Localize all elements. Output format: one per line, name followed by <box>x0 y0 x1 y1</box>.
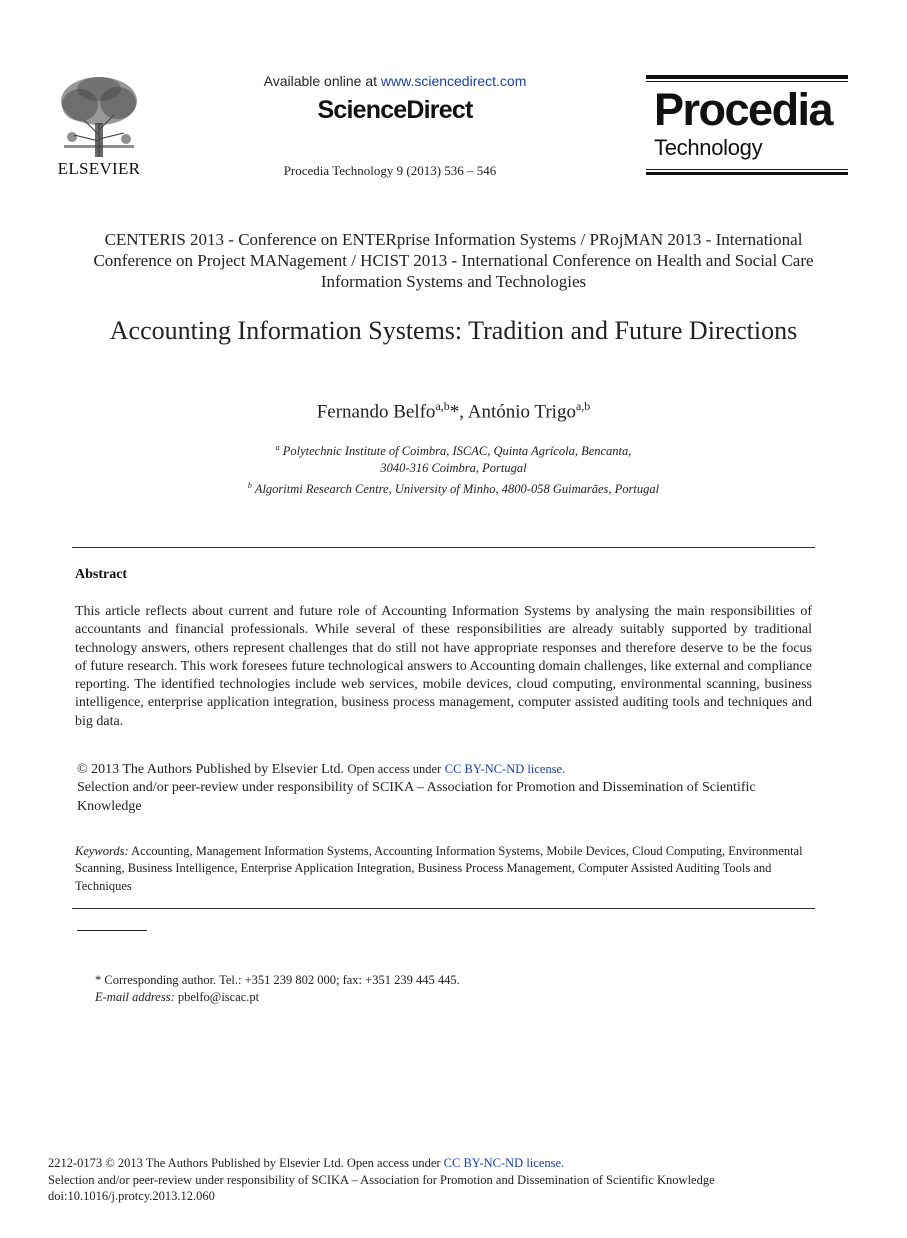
journal-logo-bottom-thin-bar <box>646 169 848 170</box>
doi[interactable]: doi:10.1016/j.protcy.2013.12.060 <box>48 1189 215 1203</box>
journal-reference: Procedia Technology 9 (2013) 536 – 546 <box>283 163 497 178</box>
journal-logo-main: Procedia <box>654 84 833 135</box>
open-access-label: Open access under <box>347 762 442 776</box>
email-label: E-mail address: <box>95 990 175 1004</box>
footnote-rule <box>77 930 147 931</box>
affiliation-b-sup: b <box>247 481 252 491</box>
paper-title: Accounting Information Systems: Tradition and Future Directions <box>109 316 798 345</box>
corresponding-mark: * <box>449 401 460 423</box>
affiliation-a <box>100 439 807 460</box>
affiliation-b-line: Algoritmi Research Centre, University of Minho, 4800-058 Guimarães, Portugal <box>254 482 660 497</box>
abstract-heading: Abstract <box>75 567 128 582</box>
affiliations <box>100 439 807 498</box>
affiliation-a-line1: Polytechnic Institute of Coimbra, ISCAC, Quinta Agrícola, Bencanta, <box>282 444 632 459</box>
platform-name: ScienceDirect <box>317 96 473 124</box>
journal-logo-top-bar <box>646 75 848 79</box>
copyright-block <box>77 760 812 816</box>
license-link[interactable]: CC BY-NC-ND license. <box>444 762 566 776</box>
sciencedirect-link[interactable]: www.sciencedirect.com <box>380 73 527 89</box>
email-value[interactable]: pbelfo@iscac.pt <box>177 990 260 1004</box>
available-prefix: Available online at <box>263 73 377 89</box>
bottom-info <box>48 1155 848 1205</box>
copyright-main: © 2013 The Authors Published by Elsevier Ltd. <box>77 762 345 777</box>
author-list <box>100 399 807 423</box>
publisher-name: ELSEVIER <box>57 159 141 178</box>
issn-line <box>48 1155 848 1172</box>
issn-copyright: 2212-0173 © 2013 The Authors Published by Elsevier Ltd. Open access under <box>48 1156 441 1170</box>
bottom-peer-review: Selection and/or peer-review under responsibility of SCIKA – Association for Promotion and Dissemination of Scientific Knowledge <box>48 1172 715 1187</box>
copyright-line <box>77 760 812 779</box>
conference-name: CENTERIS 2013 - Conference on ENTERprise Information Systems / PRojMAN 2013 - International Conference on Project MANagement / HCIST 2013 - International Conference on Health and Social Care Information Systems and Technologies <box>93 230 814 291</box>
affiliation-b <box>100 477 807 498</box>
affiliation-a-sup: a <box>275 443 280 452</box>
keywords-label: Keywords: <box>75 844 129 858</box>
abstract-body: This article reflects about current and future role of Accounting Information Systems by analysing the main responsibilities of accountants and financial professionals. While several of these responsibilities are already suitably supported by traditional technology answers, others represent challenges that do still not have appropriate responses and therefore deserve to be the focus of future research. This work foresees future technological answers to Accounting domain challenges, like external and compliance reporting. The identified technologies include web services, mobile devices, cloud computing, environmental scanning, business intelligence, enterprise application integration, business process management, computer assisted auditing tools and techniques and big data. <box>75 604 812 729</box>
email-line <box>95 989 795 1006</box>
footnote <box>95 972 795 1006</box>
journal-logo-top-thin-bar <box>646 81 848 82</box>
divider-bottom <box>72 908 815 909</box>
author-name: Fernando Belfo <box>316 401 436 423</box>
elsevier-tree-icon <box>54 75 144 157</box>
author-affiliation-sup: a,b <box>575 399 591 413</box>
author-name: António Trigo <box>467 401 576 423</box>
peer-review-statement: Selection and/or peer-review under responsibility of SCIKA – Association for Promotion and Dissemination of Scientific Knowledge <box>77 780 756 814</box>
author-separator: , <box>459 401 468 423</box>
affiliation-a-line2: 3040-316 Coimbra, Portugal <box>380 461 527 476</box>
author-affiliation-sup: a,b <box>435 399 450 413</box>
keywords-block <box>75 843 815 895</box>
bottom-license-link[interactable]: CC BY-NC-ND license. <box>443 1156 565 1170</box>
journal-logo <box>646 75 848 175</box>
keywords-text: Accounting, Management Information Systems, Accounting Information Systems, Mobile Devices, Cloud Computing, Environmental Scanning, Business Intelligence, Enterprise Application Integration, Business Process Management, Computer Assisted Auditing Tools and Techniques <box>75 844 803 893</box>
available-online-line <box>200 73 590 89</box>
corresponding-author: * Corresponding author. Tel.: +351 239 802 000; fax: +351 239 445 445. <box>95 973 460 987</box>
divider-top <box>72 547 815 548</box>
elsevier-logo <box>52 75 146 178</box>
journal-logo-bottom-bar <box>646 172 848 175</box>
journal-logo-sub: Technology <box>654 135 763 160</box>
